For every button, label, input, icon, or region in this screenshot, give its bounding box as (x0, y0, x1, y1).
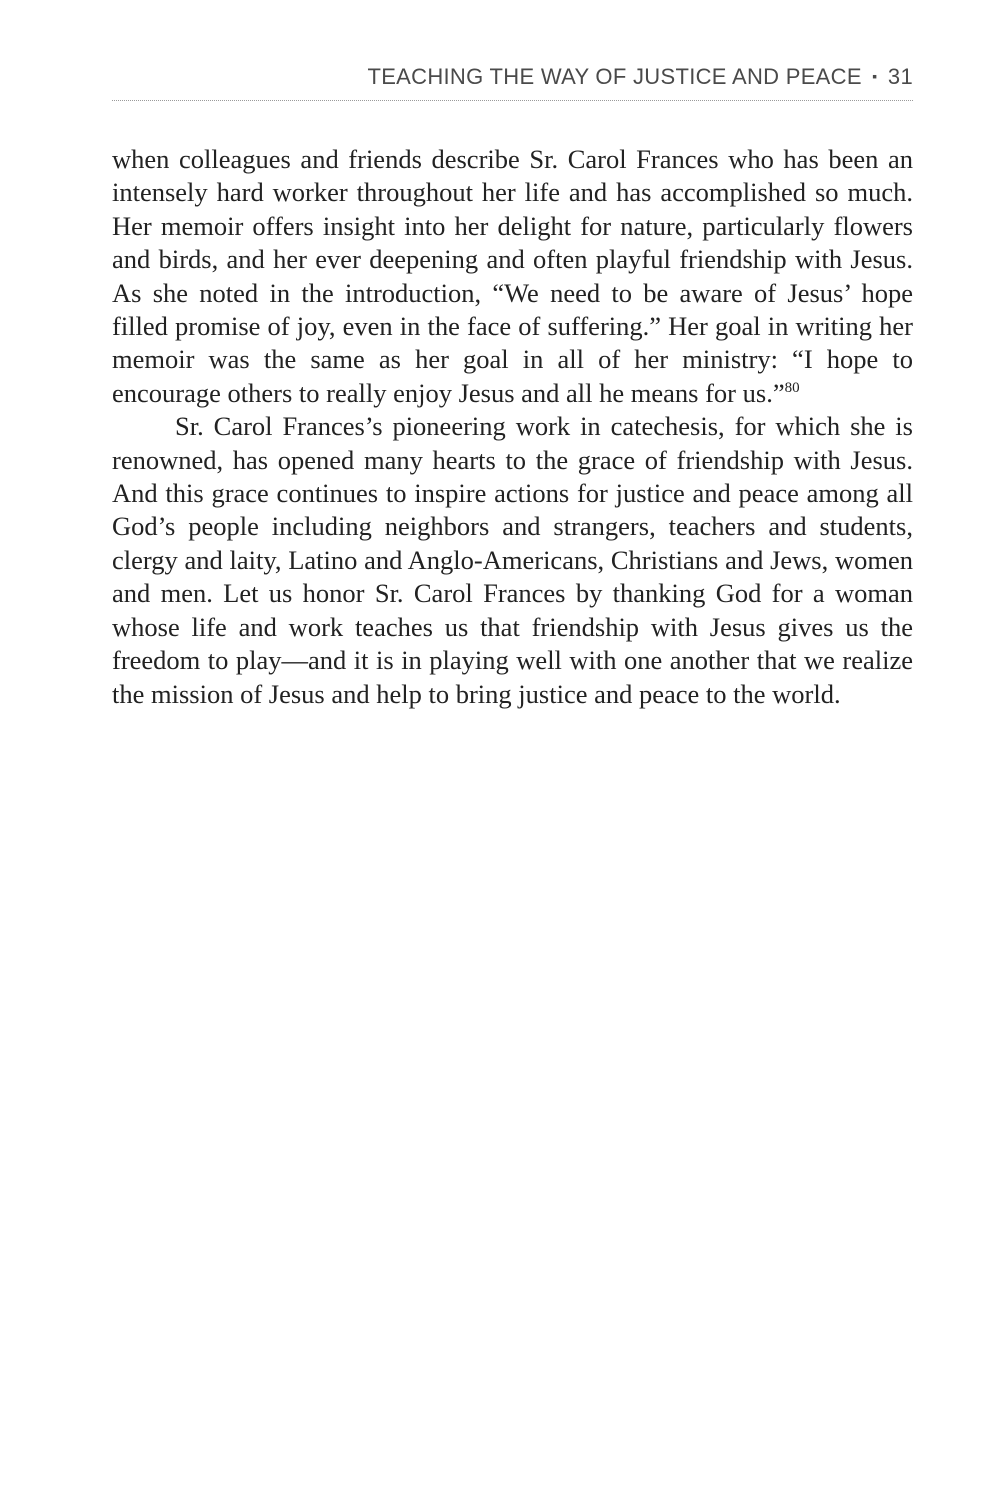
paragraph-text: Sr. Carol Frances’s pioneering work in catechesis, for which she is renowned, has opened many hearts to the grace of friendship with Jesus. And this grace continues to inspire actions for justice and peace among all God’s people including neighbors and strangers, teachers and students, clergy and laity, Latino and Anglo-Americans, Christians and Jews, women and men. Let us honor Sr. Carol Frances by thanking God for a woman whose life and work teaches us that friendship with Jesus gives us the freedom to play—and it is in playing well with one another that we realize the mission of Jesus and help to bring justice and peace to the world. (112, 411, 913, 709)
paragraph (112, 143, 913, 410)
footnote-reference[interactable]: 80 (784, 380, 800, 397)
running-head-rule (112, 100, 913, 101)
page-number: 31 (887, 64, 913, 89)
running-head-title: TEACHING THE WAY OF JUSTICE AND PEACE (367, 64, 862, 89)
paragraph (112, 410, 913, 711)
body-text (112, 143, 913, 711)
running-head (112, 64, 913, 94)
running-head-separator: ▪ (872, 68, 878, 84)
paragraph-text: when colleagues and friends describe Sr. Carol Frances who has been an intensely hard worker throughout her life and has accomplished so much. Her memoir offers insight into her delight for nature, particularly flowers and birds, and her ever deepening and often playful friendship with Jesus. As she noted in the introduction, “We need to be aware of Jesus’ hope filled promise of joy, even in the face of suffering.” Her goal in writing her memoir was the same as her goal in all of her ministry: “I hope to encourage others to really enjoy Jesus and all he means for us.” (112, 144, 913, 408)
